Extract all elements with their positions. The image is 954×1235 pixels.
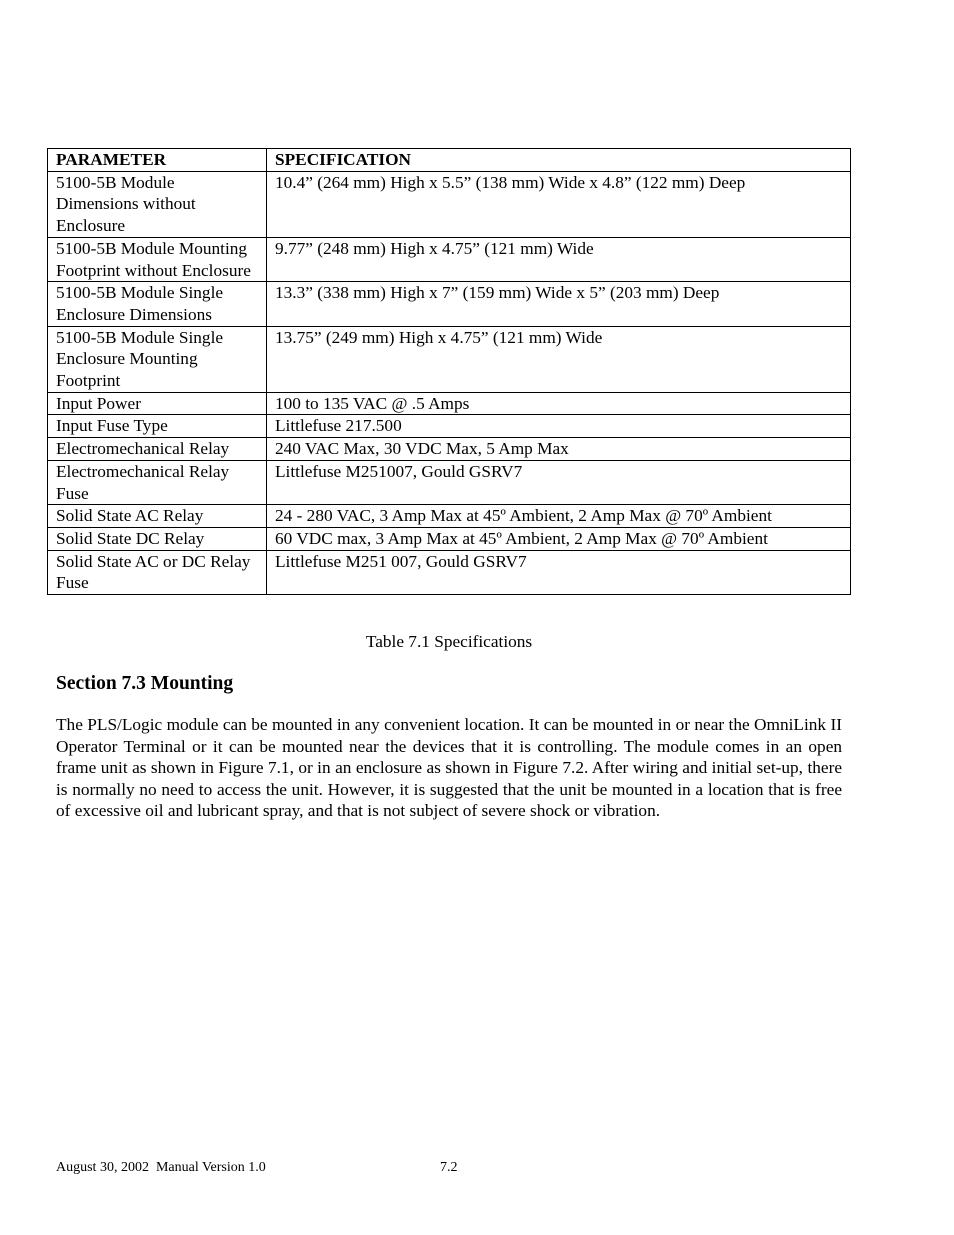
specification-cell: 9.77” (248 mm) High x 4.75” (121 mm) Wide: [267, 237, 851, 281]
section-heading: Section 7.3 Mounting: [56, 673, 234, 694]
table-row: [48, 460, 851, 504]
parameter-cell: 5100-5B Module Single Enclosure Mounting Footprint: [48, 326, 267, 392]
table-header-row: [48, 149, 851, 172]
parameter-cell: Solid State AC or DC Relay Fuse: [48, 550, 267, 594]
table-row: [48, 527, 851, 550]
parameter-cell: Input Power: [48, 392, 267, 415]
table-row: [48, 505, 851, 528]
table-row: [48, 415, 851, 438]
specification-cell: 240 VAC Max, 30 VDC Max, 5 Amp Max: [267, 438, 851, 461]
table-row: [48, 392, 851, 415]
table-row: [48, 326, 851, 392]
specification-cell: 13.3” (338 mm) High x 7” (159 mm) Wide x 5” (203 mm) Deep: [267, 282, 851, 326]
table-row: [48, 171, 851, 237]
specification-cell: 13.75” (249 mm) High x 4.75” (121 mm) Wide: [267, 326, 851, 392]
parameter-cell: Input Fuse Type: [48, 415, 267, 438]
specification-cell: 60 VDC max, 3 Amp Max at 45º Ambient, 2 Amp Max @ 70º Ambient: [267, 527, 851, 550]
body-paragraph: The PLS/Logic module can be mounted in any convenient location. It can be mounted in or near the OmniLink II Operator Terminal or it can be mounted near the devices that it is controlling. The module comes in an open frame unit as shown in Figure 7.1, or in an enclosure as shown in Figure 7.2. After wiring and initial set-up, there is normally no need to access the unit. However, it is suggested that the unit be mounted in a location that is free of excessive oil and lubricant spray, and that is not subject of severe shock or vibration.: [56, 715, 842, 820]
table-caption: Table 7.1 Specifications: [365, 632, 533, 651]
column-header-specification: SPECIFICATION: [267, 149, 851, 172]
table-row: [48, 550, 851, 594]
parameter-cell: 5100-5B Module Dimensions without Enclosure: [48, 171, 267, 237]
specification-cell: 100 to 135 VAC @ .5 Amps: [267, 392, 851, 415]
parameter-cell: 5100-5B Module Single Enclosure Dimensions: [48, 282, 267, 326]
parameter-cell: Solid State DC Relay: [48, 527, 267, 550]
footer-date-version: August 30, 2002 Manual Version 1.0: [56, 1160, 266, 1175]
table-row: [48, 282, 851, 326]
parameter-cell: 5100-5B Module Mounting Footprint without Enclosure: [48, 237, 267, 281]
specification-cell: Littlefuse 217.500: [267, 415, 851, 438]
table-row: [48, 438, 851, 461]
specifications-table: [47, 148, 851, 595]
footer-page-number: 7.2: [440, 1160, 458, 1175]
specification-cell: 10.4” (264 mm) High x 5.5” (138 mm) Wide x 4.8” (122 mm) Deep: [267, 171, 851, 237]
parameter-cell: Electromechanical Relay Fuse: [48, 460, 267, 504]
table-row: [48, 237, 851, 281]
parameter-cell: Electromechanical Relay: [48, 438, 267, 461]
column-header-parameter: PARAMETER: [48, 149, 267, 172]
specification-cell: 24 - 280 VAC, 3 Amp Max at 45º Ambient, 2 Amp Max @ 70º Ambient: [267, 505, 851, 528]
parameter-cell: Solid State AC Relay: [48, 505, 267, 528]
specification-cell: Littlefuse M251007, Gould GSRV7: [267, 460, 851, 504]
specification-cell: Littlefuse M251 007, Gould GSRV7: [267, 550, 851, 594]
